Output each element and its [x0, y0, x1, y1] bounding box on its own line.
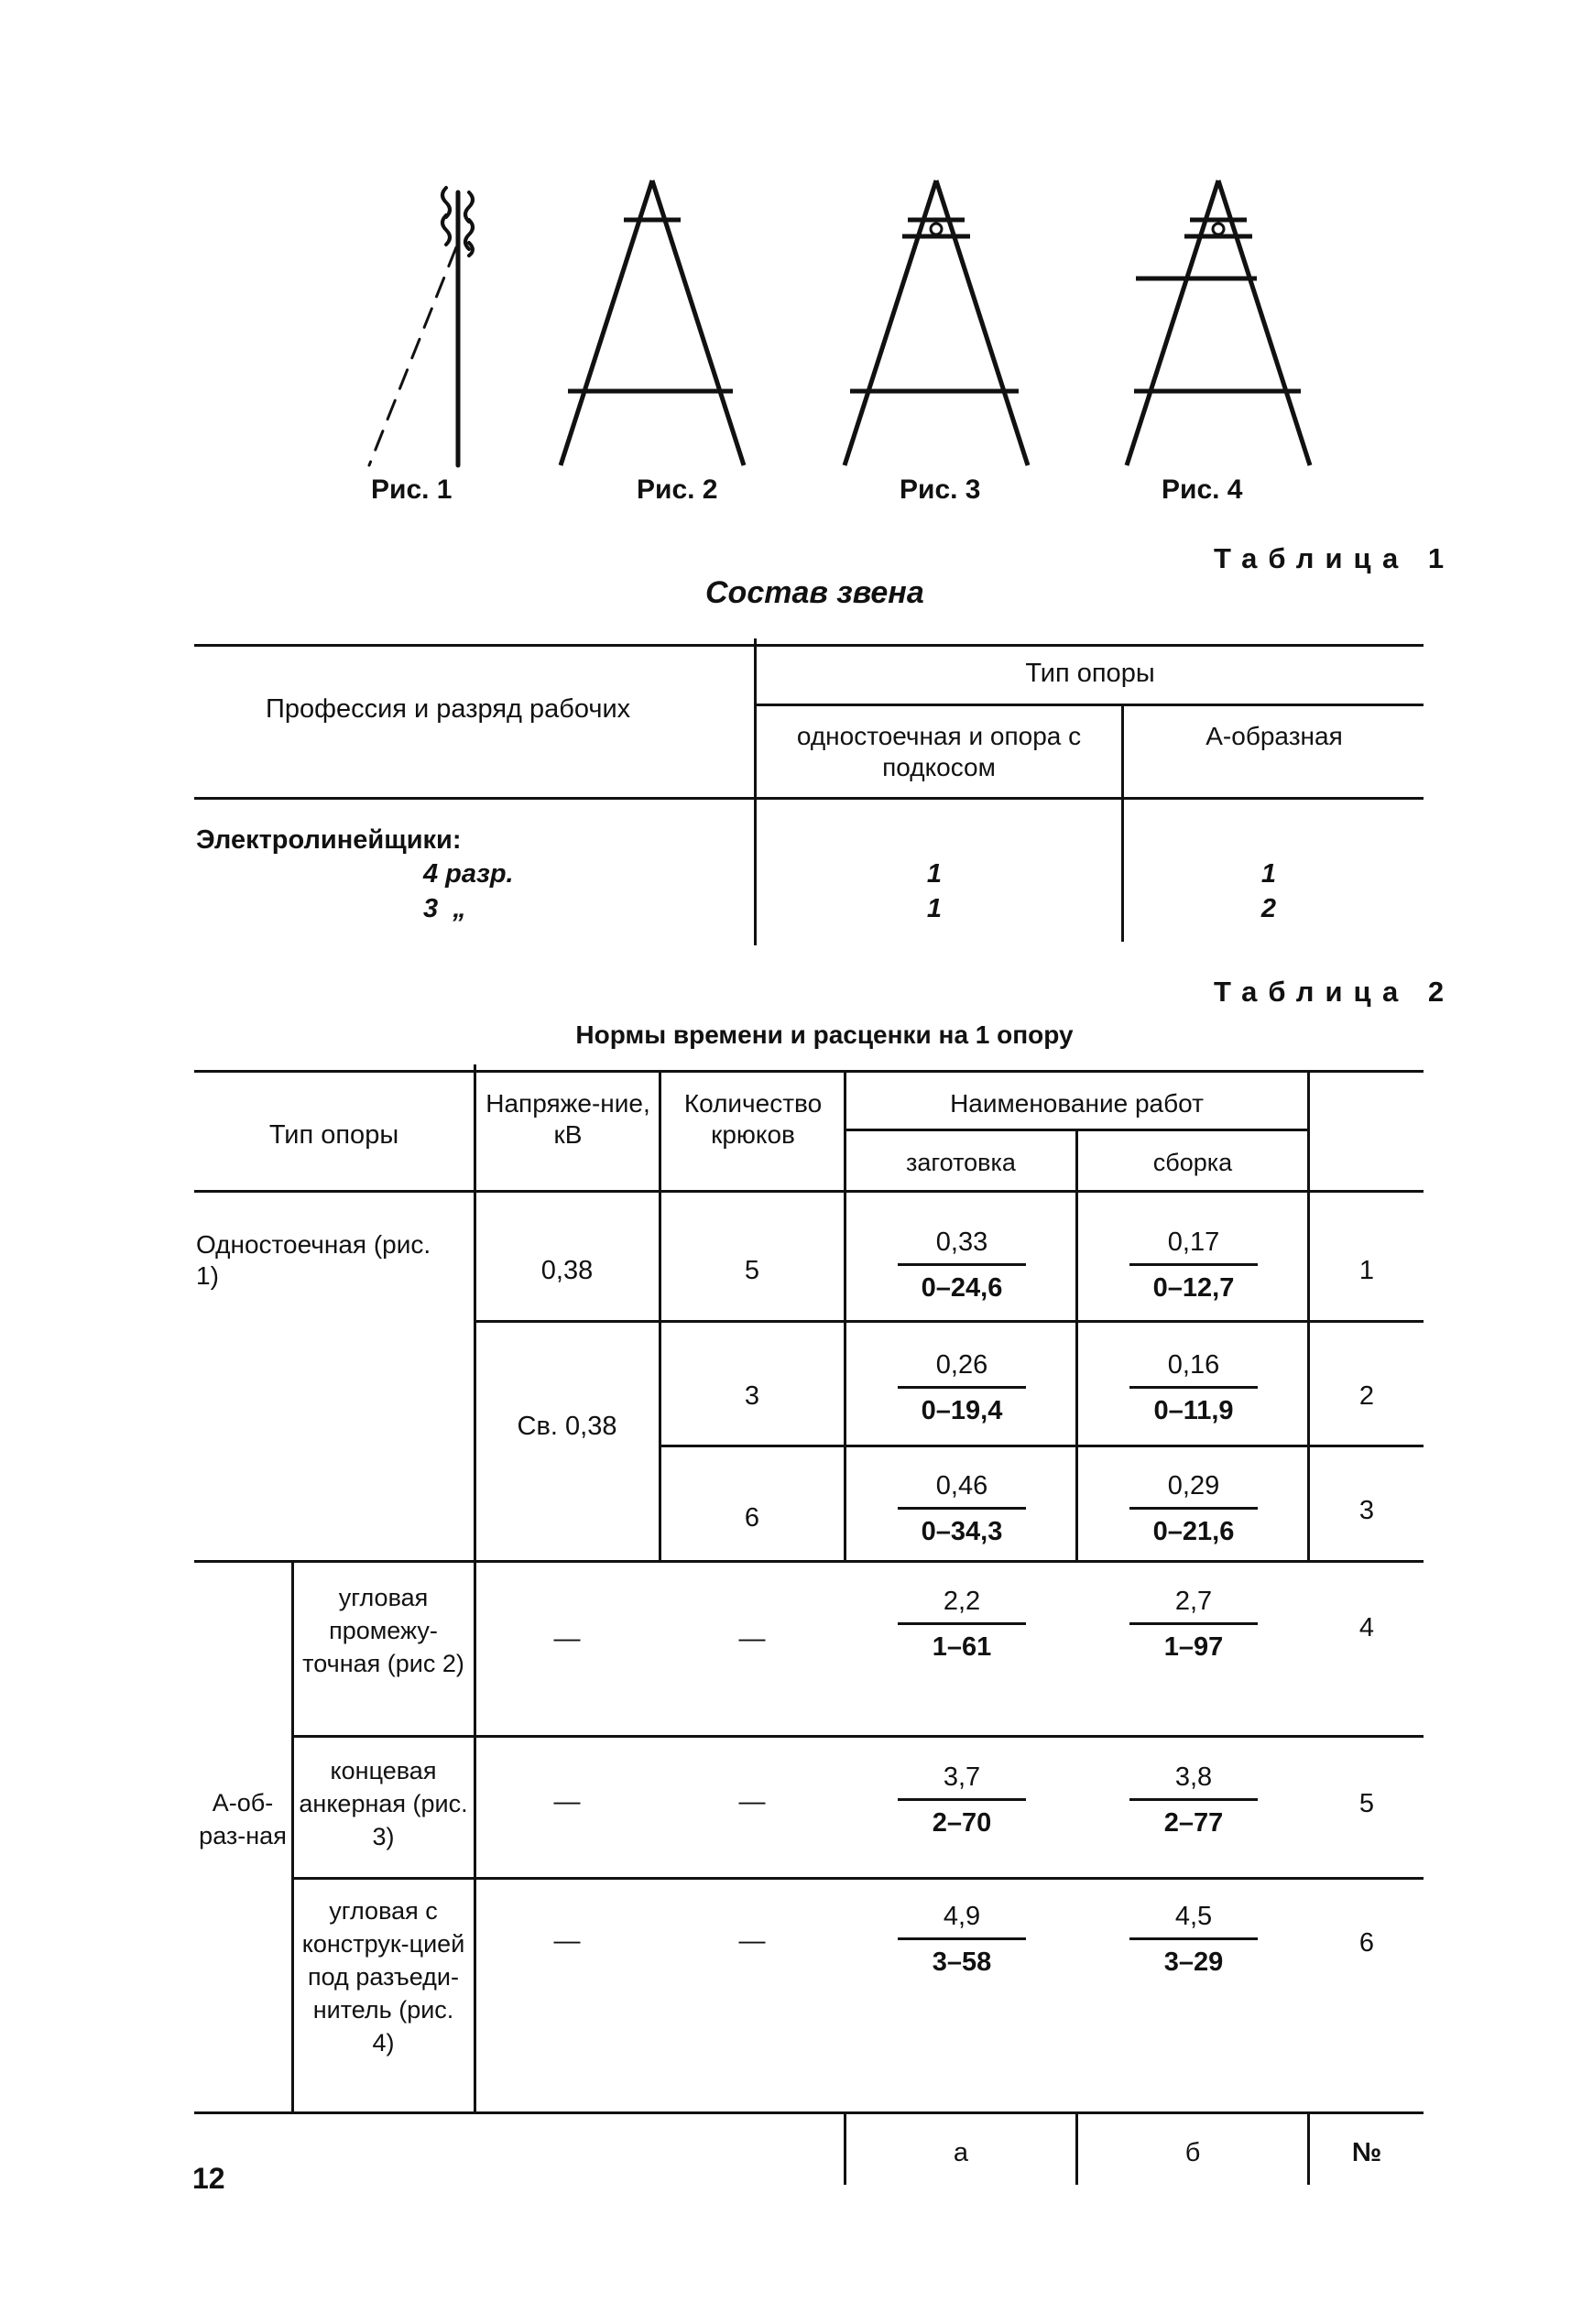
- pole-figures: [0, 0, 1571, 513]
- table-2-row-3-hooks: 6: [744, 1503, 760, 1533]
- table-1-row-1-a-frame: 1: [1260, 859, 1277, 889]
- table-1-row-2-a-frame: 2: [1260, 894, 1277, 923]
- figure-4-caption: Рис. 4: [1162, 475, 1243, 505]
- figure-2-caption: Рис. 2: [637, 475, 718, 505]
- table-2-row-4-prep: 2,2 1–61: [898, 1583, 1026, 1665]
- table-2-row-5-prep: 3,7 2–70: [898, 1759, 1026, 1841]
- table-2-row-6-hooks: —: [738, 1926, 766, 1956]
- table-2-row-6-voltage: —: [553, 1926, 581, 1956]
- table-1-row-2-single: 1: [926, 894, 943, 923]
- table-2-single-label: Одностоечная (рис. 1): [196, 1230, 431, 1290]
- figure-4-a-frame-disconnector: [1127, 180, 1310, 465]
- table-2-row-2-prep: 0,26 0–19,4: [898, 1347, 1026, 1429]
- table-2-header-hooks: Количество крюков: [683, 1089, 823, 1149]
- table-2-a-frame-label: А-об-раз-ная: [199, 1789, 287, 1849]
- table-1-row-1-grade: 4 разр.: [423, 859, 514, 889]
- table-2-row-2-assembly: 0,16 0–11,9: [1129, 1347, 1258, 1429]
- table-2-row-4-hooks: —: [738, 1624, 766, 1653]
- table-2-subtype-2: концевая анкерная (рис. 3): [299, 1757, 468, 1850]
- table-1-col-single: одностоечная и опора с подкосом: [796, 722, 1082, 781]
- figure-3-caption: Рис. 3: [900, 475, 981, 505]
- table-2-row-4-voltage: —: [553, 1624, 581, 1653]
- table-2-row-6-number: 6: [1358, 1928, 1375, 1958]
- table-2-header-works: Наименование работ: [950, 1089, 1204, 1118]
- page-number: 12: [192, 2162, 225, 2195]
- table-1-header-type: Тип опоры: [1025, 659, 1155, 688]
- table-1-label: Таблица 1: [1214, 542, 1456, 574]
- table-1-header-profession: Профессия и разряд рабочих: [266, 694, 631, 724]
- table-2-row-3-prep: 0,46 0–34,3: [898, 1468, 1026, 1550]
- table-1-row-2-grade: 3 „: [423, 894, 466, 923]
- table-2-row-2-number: 2: [1358, 1381, 1375, 1411]
- table-2-row-4-assembly: 2,7 1–97: [1129, 1583, 1258, 1665]
- table-2-row-1-hooks: 5: [744, 1256, 760, 1285]
- table-2-header-assembly: сборка: [1152, 1149, 1233, 1176]
- table-2-title: Нормы времени и расценки на 1 опору: [575, 1020, 1074, 1049]
- figure-3-a-frame-anchor: [845, 180, 1028, 465]
- table-2-footer-number: №: [1351, 2138, 1382, 2167]
- table-2-voltage-038: 0,38: [540, 1256, 594, 1285]
- table-2-row-6-assembly: 4,5 3–29: [1129, 1898, 1258, 1980]
- figure-1-single-pole: [369, 188, 473, 465]
- figure-1-caption: Рис. 1: [371, 475, 453, 505]
- table-2-voltage-over-038: Св. 0,38: [517, 1412, 617, 1441]
- table-2-row-3-assembly: 0,29 0–21,6: [1129, 1468, 1258, 1550]
- table-2-row-4-number: 4: [1358, 1613, 1375, 1642]
- table-1-col-a-frame: А-образная: [1206, 722, 1343, 750]
- table-2-footer-a: а: [953, 2138, 969, 2167]
- table-2-header-prep: заготовка: [906, 1149, 1016, 1176]
- table-2-row-5-voltage: —: [553, 1787, 581, 1817]
- table-2-row-3-number: 3: [1358, 1496, 1375, 1525]
- table-2-row-1-assembly: 0,17 0–12,7: [1129, 1224, 1258, 1306]
- table-2-subtype-3: угловая с конструк-цией под разъеди-нитель (рис. 4): [301, 1897, 465, 2057]
- table-2-row-6-prep: 4,9 3–58: [898, 1898, 1026, 1980]
- table-2-row-5-assembly: 3,8 2–77: [1129, 1759, 1258, 1841]
- table-2-header-voltage: Напряже-ние, кВ: [485, 1089, 650, 1149]
- table-2-label: Таблица 2: [1214, 976, 1456, 1008]
- table-2-subtype-1: угловая промежу-точная (рис 2): [302, 1584, 464, 1677]
- table-2-row-1-prep: 0,33 0–24,6: [898, 1224, 1026, 1306]
- table-2-row-5-number: 5: [1358, 1789, 1375, 1818]
- figure-2-a-frame: [561, 180, 744, 465]
- table-2-footer-b: б: [1184, 2138, 1201, 2167]
- table-2-row-5-hooks: —: [738, 1787, 766, 1817]
- table-1-title: Состав звена: [705, 575, 924, 610]
- table-2-row-1-number: 1: [1358, 1256, 1375, 1285]
- table-1-group-label: Электролинейщики:: [196, 825, 462, 855]
- table-2-header-type: Тип опоры: [268, 1120, 399, 1150]
- table-1-row-1-single: 1: [926, 859, 943, 889]
- table-2-row-2-hooks: 3: [744, 1381, 760, 1411]
